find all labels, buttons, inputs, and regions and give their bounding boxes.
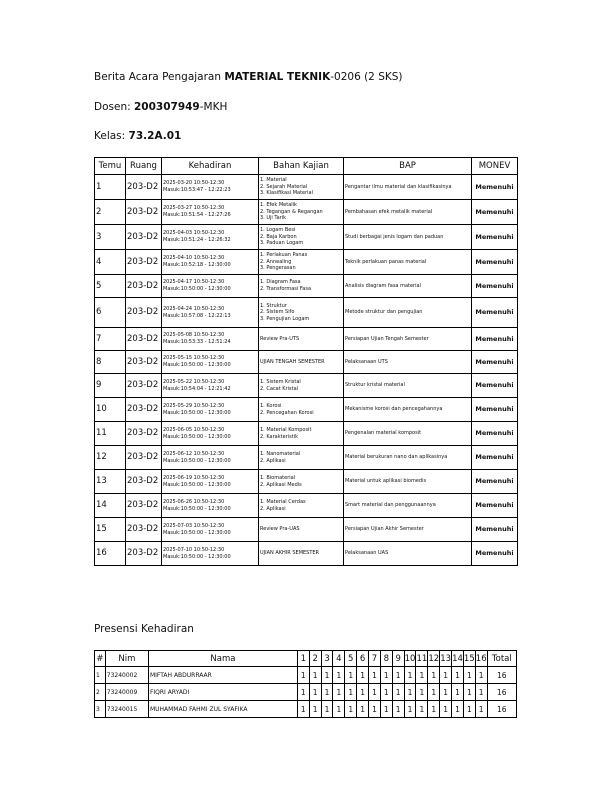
dosen-label: Dosen: <box>94 101 134 113</box>
kehadiran-masuk: Masuk:10:53:47 - 12:22:23 <box>163 187 231 193</box>
table-row <box>95 398 518 422</box>
kehadiran-jadwal: 2025-06-19 10:50-12:30 <box>163 474 225 481</box>
attendance-mark: 1 <box>463 667 475 684</box>
kehadiran-jadwal: 2025-06-12 10:50-12:30 <box>163 450 225 457</box>
ruang-cell: 203-D2 <box>126 351 162 374</box>
kehadiran-cell <box>162 422 259 446</box>
attendance-mark: 1 <box>416 667 428 684</box>
attendance-mark: 1 <box>463 684 475 701</box>
attendance-mark: 1 <box>404 667 416 684</box>
course-code: -0206 (2 SKS) <box>330 71 403 83</box>
attendance-mark: 1 <box>380 684 392 701</box>
course-name: MATERIAL TEKNIK <box>224 71 331 83</box>
bap-cell: Mekanisme korosi dan pencegahannya <box>344 398 472 422</box>
temu-cell: 9 <box>95 374 126 398</box>
bap-cell: Smart material dan penggunaannya <box>344 494 472 518</box>
kehadiran-masuk: Masuk:10:50:00 - 12:30:00 <box>163 481 231 488</box>
ruang-cell: 203-D2 <box>126 422 162 446</box>
bap-cell: Pembahasan efek metalik material <box>344 200 472 225</box>
attendance-mark: 1 <box>369 667 381 684</box>
student-nim: 73240015 <box>105 701 148 718</box>
bap-cell: Persiapan Ujian Tengah Semester <box>344 328 472 351</box>
attendance-mark: 1 <box>321 684 333 701</box>
kehadiran-masuk: Masuk:10:54:04 - 12:21:42 <box>163 385 231 392</box>
kehadiran-jadwal: 2025-05-29 10:50-12:30 <box>163 402 225 409</box>
attendance-mark: 1 <box>452 667 464 684</box>
bap-cell: Pengantar ilmu material dan klasifikasinya <box>344 175 472 200</box>
table-row <box>95 374 518 398</box>
attendance-mark: 1 <box>357 684 369 701</box>
bahan-kajian-item: 2. Annealing <box>260 258 292 265</box>
table-row <box>95 422 518 446</box>
monev-cell: Memenuhi <box>472 518 518 542</box>
attendance-mark: 1 <box>321 667 333 684</box>
attendance-mark: 1 <box>463 701 475 718</box>
bap-cell: Analisis diagram fasa material <box>344 275 472 298</box>
kehadiran-cell <box>162 542 259 566</box>
bap-cell: Teknik perlakuan panas material <box>344 250 472 275</box>
presensi-col-header: 14 <box>452 651 464 667</box>
ruang-cell: 203-D2 <box>126 374 162 398</box>
ruang-cell: 203-D2 <box>126 298 162 328</box>
presensi-col-header: 13 <box>440 651 452 667</box>
attendance-mark: 1 <box>333 701 345 718</box>
presensi-col-header: 11 <box>416 651 428 667</box>
table-row <box>95 225 518 250</box>
attendance-mark: 1 <box>345 701 357 718</box>
monev-cell: Memenuhi <box>472 175 518 200</box>
attendance-mark: 1 <box>416 701 428 718</box>
kehadiran-cell <box>162 225 259 250</box>
kehadiran-cell <box>162 518 259 542</box>
attendance-mark: 1 <box>404 701 416 718</box>
kehadiran-jadwal: 2025-04-24 10:50-12:30 <box>163 305 225 312</box>
kehadiran-masuk: Masuk:10:50:00 - 12:30:00 <box>163 362 231 368</box>
bahan-kajian-cell <box>259 518 344 542</box>
kehadiran-cell <box>162 298 259 328</box>
kelas-value: 73.2A.01 <box>128 130 182 142</box>
kehadiran-masuk: Masuk:10:52:18 - 12:30:00 <box>163 262 231 268</box>
table-row <box>95 518 518 542</box>
bap-header-row <box>95 158 518 175</box>
attendance-total: 16 <box>487 667 516 684</box>
bahan-kajian-cell <box>259 374 344 398</box>
table-row <box>95 328 518 351</box>
bahan-kajian-cell <box>259 494 344 518</box>
kehadiran-masuk: Masuk:10:51:54 - 12:27:26 <box>163 212 231 218</box>
table-row <box>95 446 518 470</box>
bahan-kajian-item: 1. Material Komposit <box>260 426 312 433</box>
presensi-col-header: 6 <box>357 651 369 667</box>
attendance-total: 16 <box>487 701 516 718</box>
bahan-kajian-item: 2. Pencegahan Korosi <box>260 409 314 416</box>
bahan-kajian-item: 1. Korosi <box>260 402 282 409</box>
kelas-label: Kelas: <box>94 130 129 142</box>
dosen-id: 200307949 <box>133 101 200 113</box>
table-row <box>95 250 518 275</box>
bahan-kajian-item: 1. Sistem Kristal <box>260 378 301 385</box>
bahan-kajian-cell <box>259 422 344 446</box>
kehadiran-jadwal: 2025-07-03 10:50-12:30 <box>163 522 225 529</box>
bahan-kajian-cell <box>259 298 344 328</box>
monev-cell: Memenuhi <box>472 200 518 225</box>
table-row <box>95 175 518 200</box>
bahan-kajian-item: 2. Aplikasi <box>260 457 286 464</box>
ruang-cell: 203-D2 <box>126 250 162 275</box>
kehadiran-masuk: Masuk:10:50:00 - 12:30:00 <box>163 433 231 440</box>
col-header-kehadiran: Kehadiran <box>162 158 259 175</box>
bap-cell: Pengenalan material komposit <box>344 422 472 446</box>
monev-cell: Memenuhi <box>472 422 518 446</box>
bahan-kajian-item: 1. Diagram Fasa <box>260 279 301 286</box>
ruang-cell: 203-D2 <box>126 494 162 518</box>
attendance-mark: 1 <box>440 684 452 701</box>
kehadiran-jadwal: 2025-03-20 10:50-12:30 <box>163 180 225 187</box>
attendance-mark: 1 <box>369 684 381 701</box>
bahan-kajian-item: 1. Struktur <box>260 302 287 309</box>
kehadiran-masuk: Masuk:10:50:00 - 12:30:00 <box>163 505 231 512</box>
attendance-total: 16 <box>487 684 516 701</box>
student-row <box>95 701 517 718</box>
attendance-mark: 1 <box>380 701 392 718</box>
attendance-mark: 1 <box>404 684 416 701</box>
attendance-mark: 1 <box>392 684 404 701</box>
presensi-col-header: Total <box>487 651 516 667</box>
kehadiran-cell <box>162 351 259 374</box>
dosen-suffix: -MKH <box>199 101 228 113</box>
kehadiran-masuk: Masuk:10:51:24 - 12:26:32 <box>163 237 231 243</box>
col-header-temu: Temu <box>95 158 126 175</box>
student-no: 3 <box>95 701 106 718</box>
bahan-kajian-item: Review Pra-UTS <box>260 335 300 342</box>
kehadiran-masuk: Masuk:10:57:08 - 12:22:13 <box>163 312 231 319</box>
monev-cell: Memenuhi <box>472 351 518 374</box>
bahan-kajian-cell <box>259 470 344 494</box>
presensi-col-header: Nim <box>105 651 148 667</box>
presensi-col-header: 4 <box>333 651 345 667</box>
ruang-cell: 203-D2 <box>126 328 162 351</box>
bap-cell: Pelaksanaan UAS <box>344 542 472 566</box>
temu-cell: 7 <box>95 328 126 351</box>
kehadiran-masuk: Masuk:10:50:00 - 12:30:00 <box>163 457 231 464</box>
bahan-kajian-item: UJIAN AKHIR SEMESTER <box>260 550 320 557</box>
presensi-col-header: 9 <box>392 651 404 667</box>
presensi-col-header: 16 <box>475 651 487 667</box>
kehadiran-jadwal: 2025-05-15 10:50-12:30 <box>163 355 225 362</box>
kehadiran-cell <box>162 175 259 200</box>
bahan-kajian-item: 1. Material Cerdas <box>260 498 306 505</box>
monev-cell: Memenuhi <box>472 374 518 398</box>
presensi-title: Presensi Kehadiran <box>94 623 194 635</box>
attendance-mark: 1 <box>440 667 452 684</box>
ruang-cell: 203-D2 <box>126 225 162 250</box>
kehadiran-cell <box>162 470 259 494</box>
ruang-cell: 203-D2 <box>126 518 162 542</box>
bahan-kajian-item: 3. Pengerasan <box>260 265 296 272</box>
bahan-kajian-item: 1. Nanomaterial <box>260 450 301 457</box>
attendance-mark: 1 <box>357 701 369 718</box>
ruang-cell: 203-D2 <box>126 398 162 422</box>
student-row <box>95 667 517 684</box>
kelas-line <box>94 130 181 142</box>
monev-cell: Memenuhi <box>472 328 518 351</box>
attendance-mark: 1 <box>428 684 440 701</box>
course-title-line <box>94 71 403 83</box>
temu-cell: 2 <box>95 200 126 225</box>
kehadiran-cell <box>162 328 259 351</box>
bahan-kajian-item: 1. Perlakuan Panas <box>260 252 308 259</box>
bahan-kajian-item: 1. Efek Metalik <box>260 202 297 209</box>
temu-cell: 12 <box>95 446 126 470</box>
presensi-col-header: 12 <box>428 651 440 667</box>
bap-cell: Metode struktur dan pengujian <box>344 298 472 328</box>
bahan-kajian-cell <box>259 175 344 200</box>
bap-cell: Studi berbagai jenis logam dan paduan <box>344 225 472 250</box>
kehadiran-jadwal: 2025-05-22 10:50-12:30 <box>163 378 225 385</box>
ruang-cell: 203-D2 <box>126 446 162 470</box>
bahan-kajian-cell <box>259 225 344 250</box>
bahan-kajian-cell <box>259 200 344 225</box>
attendance-mark: 1 <box>345 667 357 684</box>
bahan-kajian-item: 2. Transformasi Fasa <box>260 286 312 292</box>
bap-cell: Struktur kristal material <box>344 374 472 398</box>
title-prefix: Berita Acara Pengajaran <box>94 71 225 83</box>
col-header-monev: MONEV <box>472 158 518 175</box>
attendance-mark: 1 <box>297 701 309 718</box>
bahan-kajian-item: 2. Aplikasi <box>260 505 286 512</box>
attendance-mark: 1 <box>309 701 321 718</box>
attendance-mark: 1 <box>309 684 321 701</box>
monev-cell: Memenuhi <box>472 470 518 494</box>
col-header-bahan-kajian: Bahan Kajian <box>259 158 344 175</box>
table-row <box>95 275 518 298</box>
kehadiran-jadwal: 2025-05-08 10:50-12:30 <box>163 332 225 339</box>
kehadiran-jadwal: 2025-04-03 10:50-12:30 <box>163 230 225 237</box>
col-header-bap: BAP <box>344 158 472 175</box>
temu-cell: 11 <box>95 422 126 446</box>
ruang-cell: 203-D2 <box>126 275 162 298</box>
monev-cell: Memenuhi <box>472 542 518 566</box>
bap-cell: Pelaksanaan UTS <box>344 351 472 374</box>
monev-cell: Memenuhi <box>472 494 518 518</box>
kehadiran-jadwal: 2025-06-26 10:50-12:30 <box>163 498 225 505</box>
attendance-mark: 1 <box>369 701 381 718</box>
bahan-kajian-cell <box>259 275 344 298</box>
presensi-col-header: 7 <box>369 651 381 667</box>
bahan-kajian-item: 3. Klasifikasi Material <box>260 190 314 197</box>
bahan-kajian-item: 2. Baja Karbon <box>260 233 297 240</box>
student-no: 1 <box>95 667 106 684</box>
attendance-mark: 1 <box>297 667 309 684</box>
bap-cell: Material berukuran nano dan aplikasinya <box>344 446 472 470</box>
kehadiran-masuk: Masuk:10:50:00 - 12:30:00 <box>163 286 231 292</box>
kehadiran-masuk: Masuk:10:50:00 - 12:30:00 <box>163 409 231 416</box>
temu-cell: 6 <box>95 298 126 328</box>
temu-cell: 3 <box>95 225 126 250</box>
presensi-header-row <box>95 651 517 667</box>
kehadiran-masuk: Masuk:10:50:00 - 12:30:00 <box>163 529 231 536</box>
bahan-kajian-item: 3. Pengujian Logam <box>260 315 310 322</box>
student-nama: MIFTAH ABDURRAAR <box>148 667 297 684</box>
temu-cell: 10 <box>95 398 126 422</box>
kehadiran-masuk: Masuk:10:53:33 - 12:51:24 <box>163 339 231 345</box>
monev-cell: Memenuhi <box>472 398 518 422</box>
temu-cell: 5 <box>95 275 126 298</box>
attendance-mark: 1 <box>416 684 428 701</box>
presensi-col-header: 5 <box>345 651 357 667</box>
bahan-kajian-item: 2. Cacat Kristal <box>260 385 299 392</box>
presensi-col-header: 15 <box>463 651 475 667</box>
bahan-kajian-cell <box>259 328 344 351</box>
kehadiran-cell <box>162 275 259 298</box>
temu-cell: 8 <box>95 351 126 374</box>
table-row <box>95 351 518 374</box>
kehadiran-jadwal: 2025-04-10 10:50-12:30 <box>163 255 225 262</box>
bahan-kajian-item: 2. Sejarah Material <box>260 183 308 190</box>
bahan-kajian-cell <box>259 542 344 566</box>
bahan-kajian-item: 2. Tegangan & Regangan <box>260 208 323 215</box>
attendance-mark: 1 <box>309 667 321 684</box>
presensi-col-header: 10 <box>404 651 416 667</box>
student-row <box>95 684 517 701</box>
presensi-col-header: Nama <box>148 651 297 667</box>
temu-cell: 1 <box>95 175 126 200</box>
attendance-mark: 1 <box>357 667 369 684</box>
table-row <box>95 494 518 518</box>
student-nim: 73240009 <box>105 684 148 701</box>
attendance-mark: 1 <box>428 667 440 684</box>
bahan-kajian-item: Review Pra-UAS <box>260 526 300 533</box>
attendance-mark: 1 <box>475 667 487 684</box>
attendance-mark: 1 <box>321 701 333 718</box>
attendance-mark: 1 <box>333 684 345 701</box>
kehadiran-cell <box>162 398 259 422</box>
bap-cell: Persiapan Ujian Akhir Semester <box>344 518 472 542</box>
bahan-kajian-item: 2. Karakteristik <box>260 433 298 440</box>
monev-cell: Memenuhi <box>472 298 518 328</box>
ruang-cell: 203-D2 <box>126 200 162 225</box>
kehadiran-cell <box>162 446 259 470</box>
attendance-mark: 1 <box>440 701 452 718</box>
bahan-kajian-cell <box>259 351 344 374</box>
kehadiran-cell <box>162 200 259 225</box>
presensi-col-header: 1 <box>297 651 309 667</box>
student-nama: FIQRI ARYADI <box>148 684 297 701</box>
kehadiran-cell <box>162 494 259 518</box>
temu-cell: 14 <box>95 494 126 518</box>
presensi-col-header: 3 <box>321 651 333 667</box>
temu-cell: 16 <box>95 542 126 566</box>
kehadiran-jadwal: 2025-04-17 10:50-12:30 <box>163 279 225 286</box>
attendance-mark: 1 <box>452 701 464 718</box>
bap-cell: Material untuk aplikasi biomedis <box>344 470 472 494</box>
presensi-col-header: # <box>95 651 106 667</box>
attendance-mark: 1 <box>333 667 345 684</box>
bap-table <box>94 157 518 566</box>
bahan-kajian-item: 1. Material <box>260 177 287 184</box>
bahan-kajian-cell <box>259 398 344 422</box>
temu-cell: 4 <box>95 250 126 275</box>
monev-cell: Memenuhi <box>472 225 518 250</box>
kehadiran-jadwal: 2025-03-27 10:50-12:30 <box>163 205 225 212</box>
presensi-table <box>94 650 517 718</box>
bahan-kajian-item: 2. Aplikasi Medis <box>260 481 302 488</box>
attendance-mark: 1 <box>475 701 487 718</box>
bahan-kajian-item: 3. Paduan Logam <box>260 240 304 247</box>
temu-cell: 13 <box>95 470 126 494</box>
table-row <box>95 200 518 225</box>
table-row <box>95 542 518 566</box>
bahan-kajian-cell <box>259 446 344 470</box>
student-nim: 73240002 <box>105 667 148 684</box>
attendance-mark: 1 <box>392 701 404 718</box>
bahan-kajian-item: 1. Logam Besi <box>260 227 296 234</box>
kehadiran-jadwal: 2025-06-05 10:50-12:30 <box>163 426 225 433</box>
ruang-cell: 203-D2 <box>126 470 162 494</box>
attendance-mark: 1 <box>380 667 392 684</box>
bahan-kajian-cell <box>259 250 344 275</box>
bahan-kajian-item: UJIAN TENGAH SEMESTER <box>260 358 325 365</box>
ruang-cell: 203-D2 <box>126 175 162 200</box>
kehadiran-cell <box>162 374 259 398</box>
monev-cell: Memenuhi <box>472 250 518 275</box>
bahan-kajian-item: 2. Sistem Sifo <box>260 309 295 316</box>
kehadiran-masuk: Masuk:10:50:00 - 12:30:00 <box>163 553 231 560</box>
attendance-mark: 1 <box>297 684 309 701</box>
monev-cell: Memenuhi <box>472 275 518 298</box>
student-no: 2 <box>95 684 106 701</box>
bahan-kajian-item: 3. Uji Tarik <box>260 215 287 222</box>
attendance-mark: 1 <box>475 684 487 701</box>
kehadiran-cell <box>162 250 259 275</box>
ruang-cell: 203-D2 <box>126 542 162 566</box>
temu-cell: 15 <box>95 518 126 542</box>
table-row <box>95 470 518 494</box>
bahan-kajian-item: 1. Biomaterial <box>260 474 296 481</box>
table-row <box>95 298 518 328</box>
dosen-line <box>94 101 227 113</box>
attendance-mark: 1 <box>452 684 464 701</box>
col-header-ruang: Ruang <box>126 158 162 175</box>
monev-cell: Memenuhi <box>472 446 518 470</box>
student-nama: MUHAMMAD FAHMI ZUL SYAFIKA <box>148 701 297 718</box>
attendance-mark: 1 <box>345 684 357 701</box>
presensi-col-header: 8 <box>380 651 392 667</box>
attendance-mark: 1 <box>392 667 404 684</box>
kehadiran-jadwal: 2025-07-10 10:50-12:30 <box>163 546 225 553</box>
presensi-col-header: 2 <box>309 651 321 667</box>
attendance-mark: 1 <box>428 701 440 718</box>
